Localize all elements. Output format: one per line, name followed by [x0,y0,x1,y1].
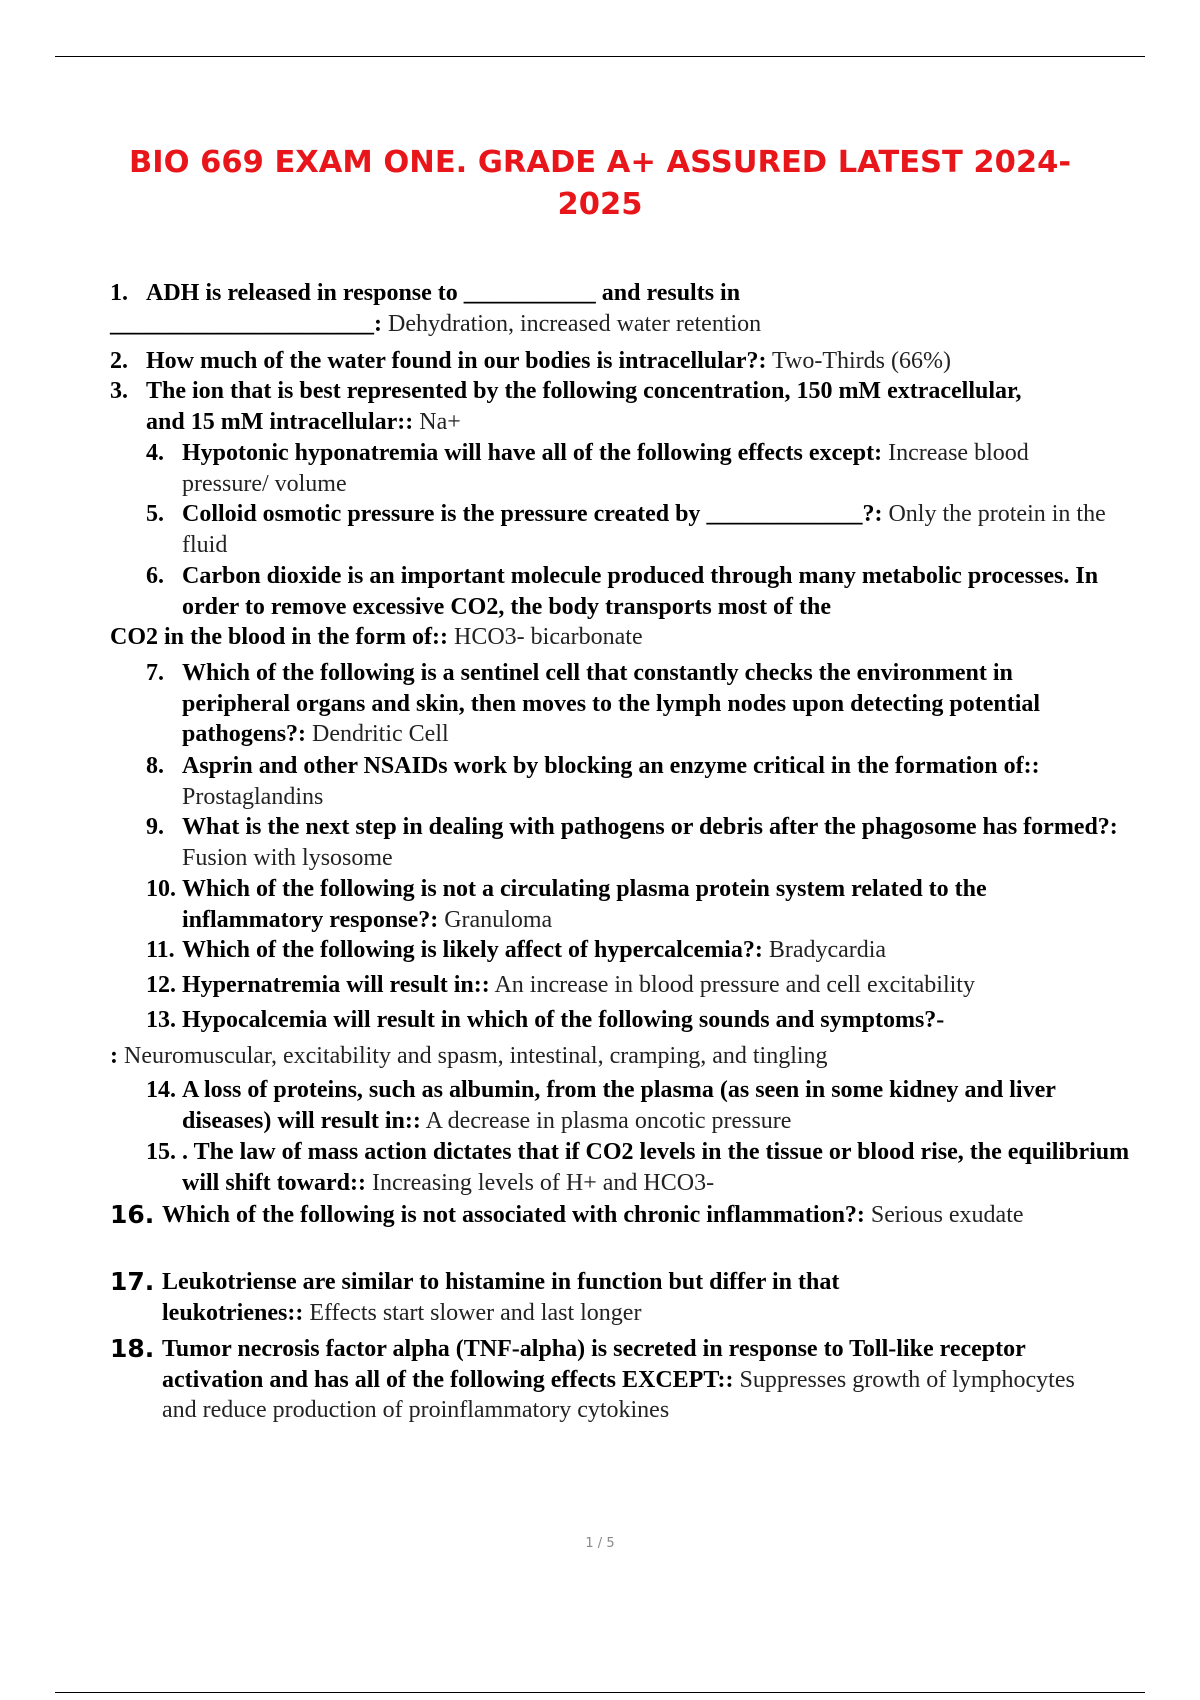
answer-text: Dehydration, increased water retention [388,310,762,337]
question-number: 12. [146,972,176,998]
answer-blank: _____________?: [706,501,883,527]
question-6 [110,561,1120,653]
question-stem: Hypocalcemia will result in which of the following sounds and symptoms?- [182,1007,945,1033]
answer-blank: ______________________: [110,310,382,337]
question-number: 18. [110,1334,155,1363]
question-number: 11. [146,937,175,963]
question-stem: Leukotriense are similar to histamine in function but differ in that leukotrienes:: [162,1269,840,1326]
answer-text: Increasing levels of H+ and HCO3- [371,1169,715,1196]
question-stem: Asprin and other NSAIDs work by blocking an enzyme critical in the formation of:: [182,753,1040,779]
answer-blank: ___________ [463,280,596,306]
answer-text: Dendritic Cell [312,721,449,747]
answer-text: HCO3- bicarbonate [454,624,643,650]
question-number: 16. [110,1200,155,1229]
answer-text: Effects start slower and last longer [309,1299,642,1326]
answer-text: Increase blood pressure/ volume [182,440,1029,497]
question-stem: . The law of mass action dictates that if CO2 levels in the tissue or blood rise, the equilibrium will shift toward:: [182,1139,1130,1196]
question-stem: Which of the following is likely affect of hypercalcemia?: [182,937,763,963]
answer-text: Fusion with lysosome [182,844,393,871]
question-10 [146,874,1126,935]
question-13 [110,1005,1120,1071]
answer-text: Neuromuscular, excitability and spasm, intestinal, cramping, and tingling [124,1042,828,1069]
question-5 [146,499,1116,560]
question-stem: Which of the following is not associated with chronic inflammation?: [162,1202,865,1228]
question-stem: CO2 in the blood in the form of:: [110,624,448,650]
question-18 [110,1334,1120,1426]
answer-text: Prostaglandins [182,783,324,810]
bottom-rule [55,1692,1145,1693]
question-number: 17. [110,1267,155,1296]
document-title: BIO 669 EXAM ONE. GRADE A+ ASSURED LATEST 2024-2025 [129,145,1071,222]
answer-text: Bradycardia [768,937,887,963]
question-16 [110,1200,1120,1231]
question-stem: Colloid osmotic pressure is the pressure created by [182,501,701,527]
question-stem: ADH is released in response to [146,280,458,306]
answer-text: An increase in blood pressure and cell excitability [494,972,975,998]
answer-text: Serious exudate [870,1202,1024,1228]
question-stem: Tumor necrosis factor alpha (TNF-alpha) is secreted in response to Toll-like receptor activation and has all of the following effects EXCEPT:: [162,1336,1026,1393]
question-stem: Carbon dioxide is an important molecule produced through many metabolic processes. In order to remove excessive CO2, the body transports most of the [182,563,1099,620]
answer-text: Only the protein in the fluid [182,501,1106,558]
question-stem: Which of the following is a sentinel cell that constantly checks the environment in peripheral organs and skin, then moves to the lymph nodes upon detecting potential pathogens?: [182,660,1041,747]
question-number: 1. [110,280,128,306]
question-number: 14. [146,1077,176,1103]
question-number: 2. [110,348,128,374]
question-14 [146,1075,1126,1136]
question-7 [146,658,1116,750]
question-11 [146,935,1126,966]
question-number: 15. [146,1139,176,1165]
question-stem: Which of the following is not a circulating plasma protein system related to the inflammatory response?: [182,876,987,933]
question-stem: : [110,1042,118,1069]
question-number: 5. [146,501,164,527]
question-stem: and results in [601,280,741,306]
question-stem: The ion that is best represented by the following concentration, 150 mM extracellular, and 15 mM intracellular:: [146,378,1022,435]
question-2 [110,346,1130,377]
question-9 [146,812,1126,873]
question-number: 9. [146,814,164,840]
question-12 [146,970,1146,1001]
question-number: 6. [146,563,164,589]
question-stem: What is the next step in dealing with pathogens or debris after the phagosome has formed?: [182,814,1118,840]
answer-text: Suppresses growth of lymphocytes and reduce production of proinflammatory cytokines [162,1366,1075,1423]
question-1 [110,278,1120,339]
top-rule [55,56,1145,57]
question-number: 4. [146,440,164,466]
answer-text: Two-Thirds (66%) [772,348,951,374]
question-number: 8. [146,753,164,779]
question-17 [110,1267,1120,1328]
question-stem: How much of the water found in our bodies is intracellular?: [146,348,767,374]
question-15 [146,1137,1130,1198]
answer-text: Na+ [419,408,461,435]
answer-text: Granuloma [444,906,553,933]
question-4 [146,438,1116,499]
question-number: 3. [110,378,128,404]
question-stem: Hypotonic hyponatremia will have all of the following effects except: [182,440,883,466]
question-3 [110,376,1050,437]
question-8 [146,751,1116,812]
question-number: 13. [146,1007,176,1033]
question-number: 10. [146,876,176,902]
question-stem: A loss of proteins, such as albumin, from the plasma (as seen in some kidney and liver diseases) will result in:: [182,1077,1056,1134]
answer-text: A decrease in plasma oncotic pressure [425,1107,792,1134]
question-stem: Hypernatremia will result in:: [182,972,490,998]
question-number: 7. [146,660,164,686]
page-number: 1 / 5 [585,1536,615,1551]
